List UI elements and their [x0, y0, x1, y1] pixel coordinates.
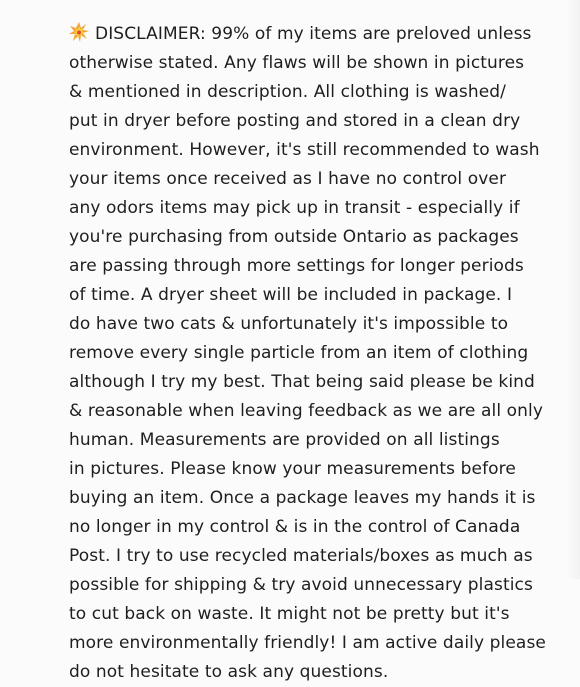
disclaimer-line-15: human. Measurements are provided on all listings [69, 430, 500, 450]
disclaimer-text [69, 20, 569, 687]
disclaimer-line-14: & reasonable when leaving feedback as we are all only [69, 401, 544, 421]
disclaimer-line-19: Post. I try to use recycled materials/boxes as much as [69, 546, 533, 566]
disclaimer-line-12: remove every single particle from an item of clothing [69, 343, 529, 363]
collision-icon [69, 22, 89, 42]
disclaimer-line-23: do not hesitate to ask any questions. [69, 662, 389, 682]
disclaimer-line-text: DISCLAIMER: 99% of my items are preloved unless [95, 24, 532, 44]
disclaimer-line-13: although I try my best. That being said please be kind [69, 372, 535, 392]
disclaimer-line-6: your items once received as I have no control over [69, 169, 507, 189]
disclaimer-line-16: in pictures. Please know your measurements before [69, 459, 516, 479]
disclaimer-line-22: more environmentally friendly! I am active daily please [69, 633, 546, 653]
disclaimer-line-11: do have two cats & unfortunately it's impossible to [69, 314, 509, 334]
disclaimer-line-8: you're purchasing from outside Ontario as packages [69, 227, 519, 247]
disclaimer-line-5: environment. However, it's still recommended to wash [69, 140, 540, 160]
disclaimer-line-17: buying an item. Once a package leaves my hands it is [69, 488, 536, 508]
disclaimer-line-2: otherwise stated. Any flaws will be shown in pictures [69, 53, 525, 73]
disclaimer-line-10: of time. A dryer sheet will be included in package. I [69, 285, 513, 305]
disclaimer-line-20: possible for shipping & try avoid unnecessary plastics [69, 575, 533, 595]
disclaimer-line-3: & mentioned in description. All clothing is washed/ [69, 82, 506, 102]
disclaimer-line-1 [69, 20, 569, 49]
disclaimer-line-21: to cut back on waste. It might not be pretty but it's [69, 604, 510, 624]
disclaimer-line-4: put in dryer before posting and stored in a clean dry [69, 111, 521, 131]
disclaimer-line-9: are passing through more settings for longer periods [69, 256, 524, 276]
disclaimer-line-18: no longer in my control & is in the control of Canada [69, 517, 521, 537]
disclaimer-line-7: any odors items may pick up in transit - especially if [69, 198, 520, 218]
